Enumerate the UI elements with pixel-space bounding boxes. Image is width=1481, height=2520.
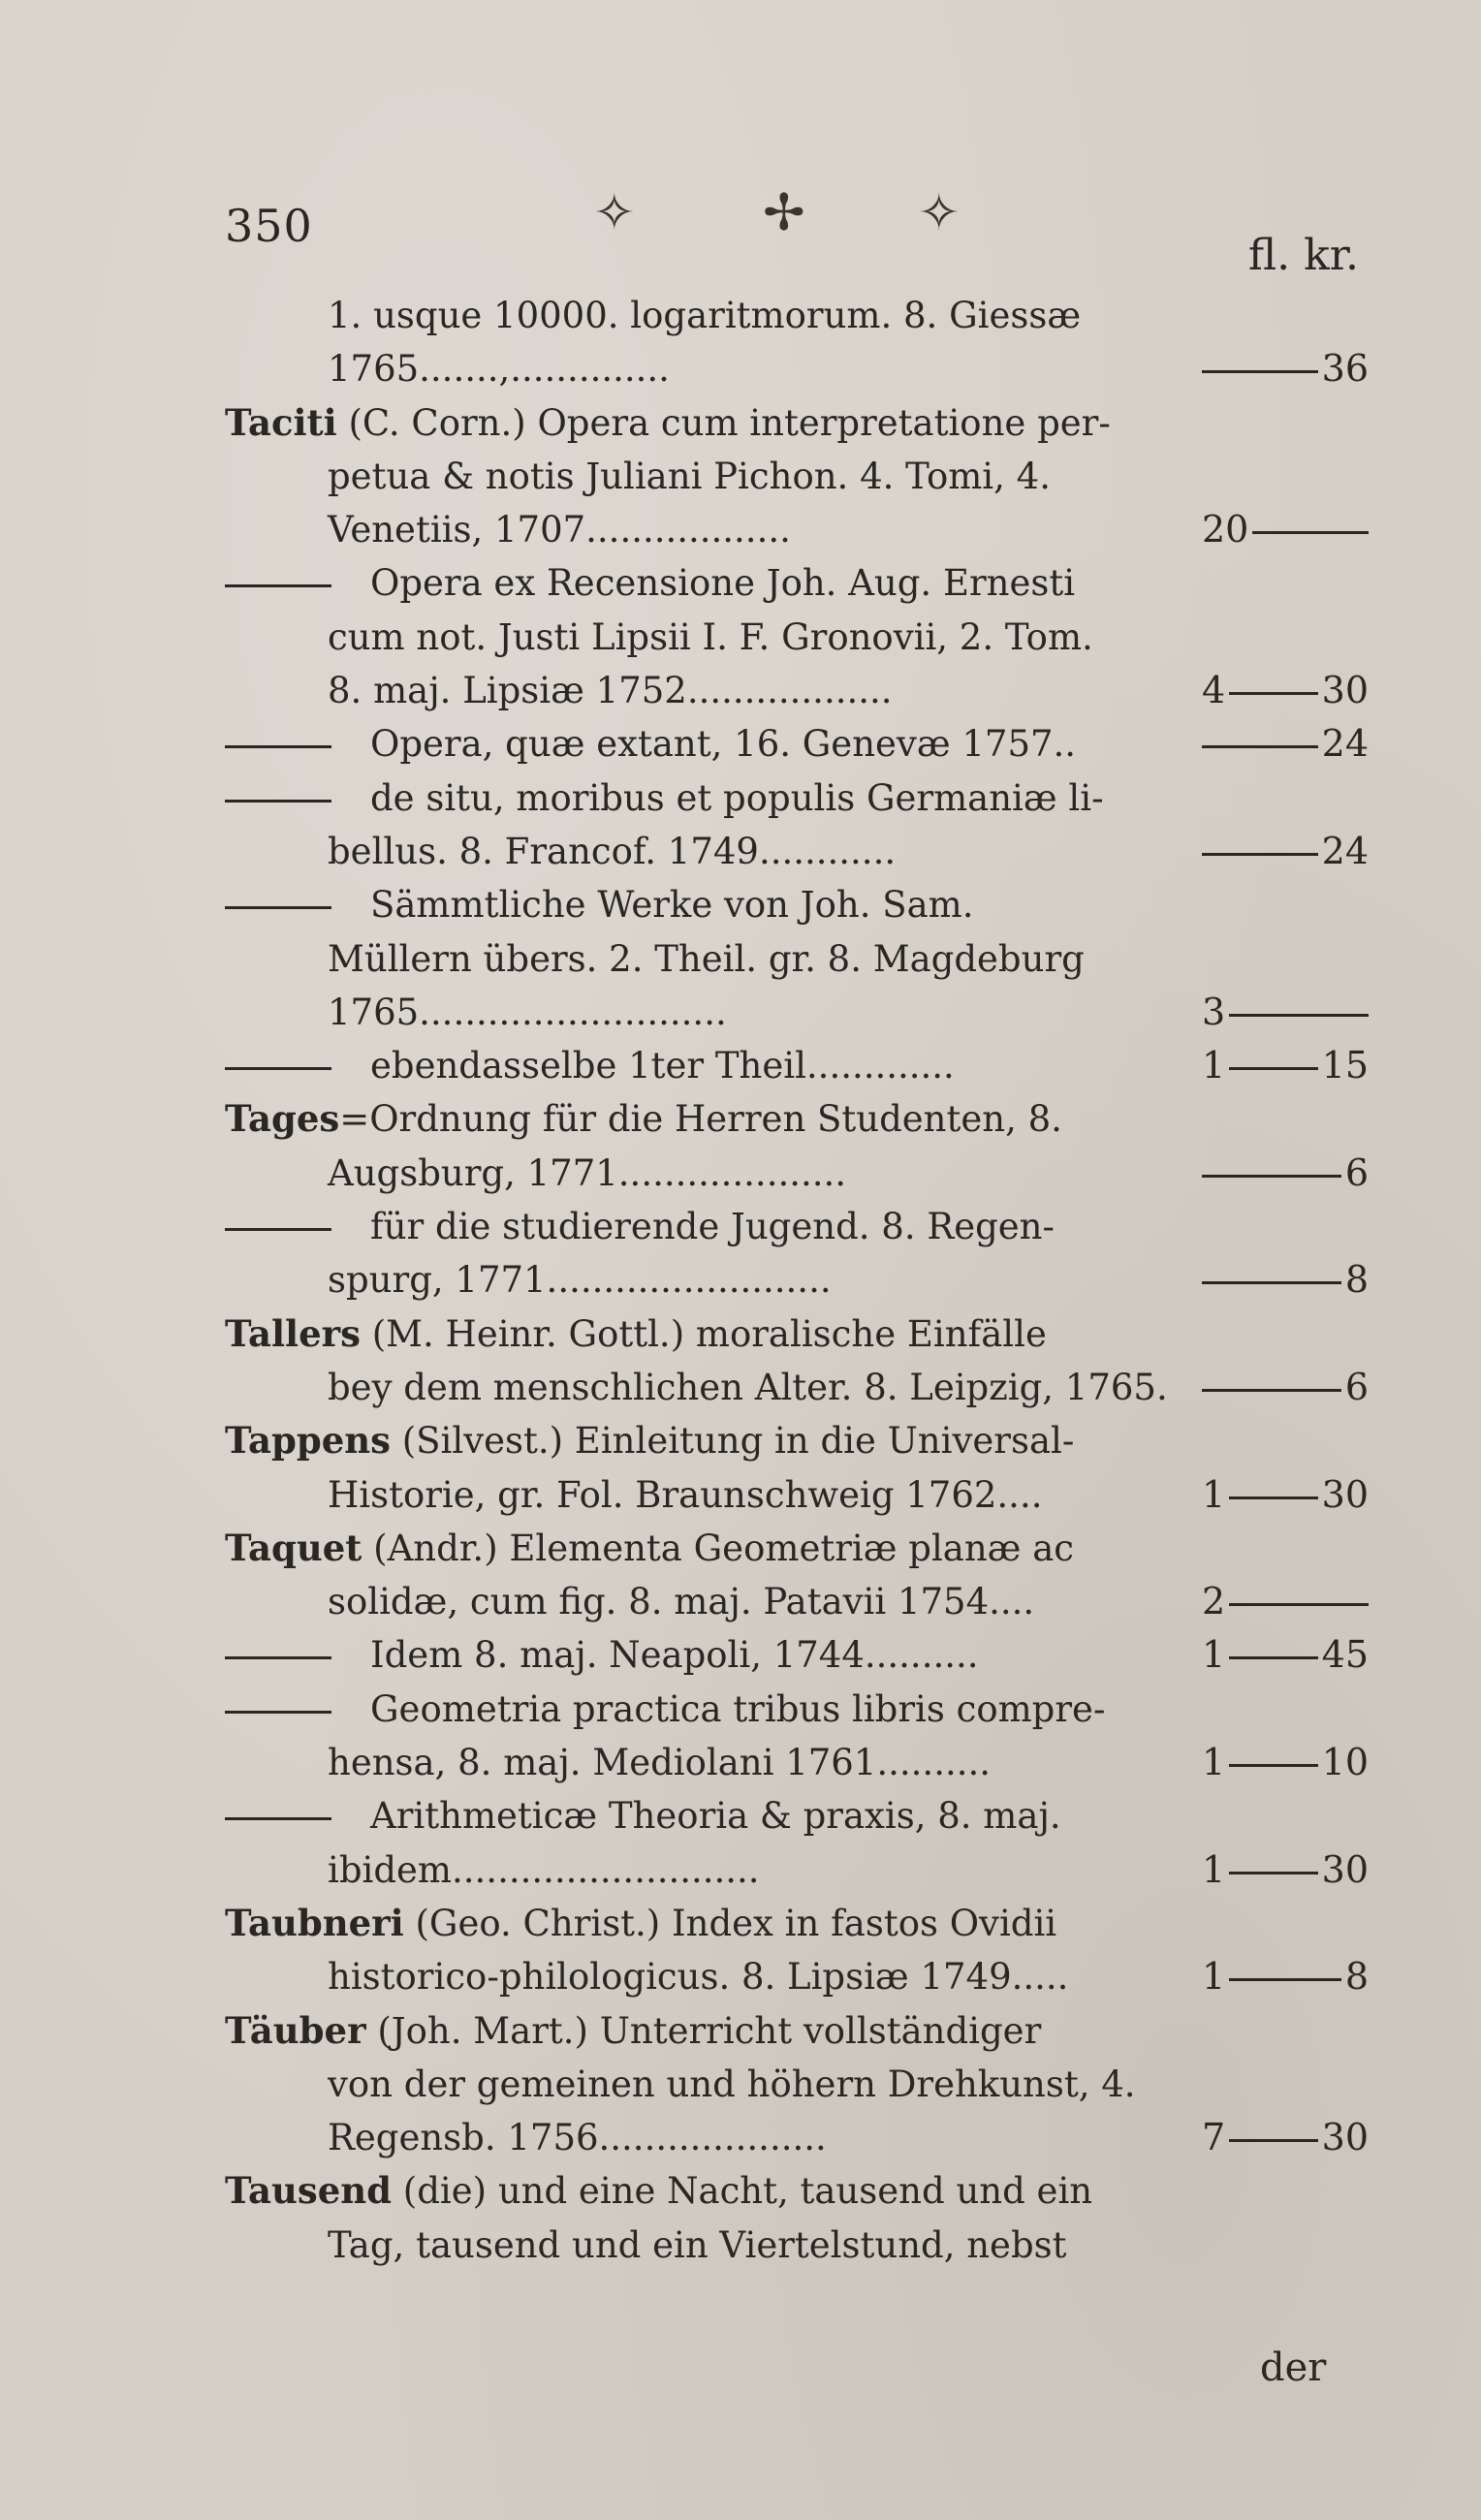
entry-line xyxy=(225,2058,1369,2111)
price-florin: 7 xyxy=(1202,2116,1226,2159)
catalog-entry xyxy=(225,717,1369,771)
price-kreuzer: 6 xyxy=(1344,1365,1369,1408)
entry-line xyxy=(225,556,1369,610)
entry-text: Idem 8. maj. Neapoli, 1744.......... xyxy=(370,1634,979,1677)
price xyxy=(1202,1361,1369,1414)
price-florin: 4 xyxy=(1202,669,1226,712)
entry-line xyxy=(225,450,1369,503)
entry-line xyxy=(225,1522,1369,1575)
price-rule xyxy=(1202,1281,1341,1284)
entry-text xyxy=(225,396,1111,450)
price xyxy=(1202,1950,1369,2003)
price-rule xyxy=(1229,1656,1318,1659)
price xyxy=(1202,342,1369,395)
currency-column-label: fl. kr. xyxy=(1247,231,1359,280)
catalog-entry xyxy=(225,1789,1369,1897)
catalog-entry xyxy=(225,2164,1369,2272)
entry-line xyxy=(225,611,1369,664)
entry-line xyxy=(225,932,1369,986)
entry-text xyxy=(225,1092,1062,1146)
price-kreuzer: 36 xyxy=(1321,347,1369,391)
entry-text: 1765........................... xyxy=(328,991,727,1033)
price-rule xyxy=(1202,745,1318,748)
price-rule xyxy=(1229,1603,1369,1606)
price xyxy=(1202,717,1369,771)
catalog-entry xyxy=(225,772,1369,879)
entry-line xyxy=(225,503,1369,556)
price-rule xyxy=(1229,1872,1318,1874)
entry-text: Tag, tausend und ein Viertelstund, nebst xyxy=(328,2223,1067,2266)
entry-text: 1765.......,.............. xyxy=(328,348,670,391)
entry-text xyxy=(225,2164,1092,2218)
price xyxy=(1202,1468,1369,1522)
entry-author: Taquet xyxy=(225,1526,362,1569)
entry-text xyxy=(225,1897,1056,1950)
entry-line xyxy=(225,1200,1369,1253)
entry-line xyxy=(225,878,1369,931)
entry-text: Venetiis, 1707.................. xyxy=(328,509,791,551)
entry-title: =Ordnung für die Herren Studenten, 8. xyxy=(339,1098,1062,1141)
catalog-entry xyxy=(225,556,1369,717)
entry-line xyxy=(225,1147,1369,1200)
entry-text: ebendasselbe 1ter Theil............. xyxy=(370,1045,955,1087)
catalog-entry xyxy=(225,1628,1369,1682)
catalog-entry xyxy=(225,2004,1369,2165)
entry-line xyxy=(225,1092,1369,1146)
entry-title: (Andr.) Elementa Geometriæ planæ ac xyxy=(362,1527,1074,1569)
page-number: 350 xyxy=(225,200,313,252)
ditto-dash xyxy=(225,800,331,803)
price-kreuzer: 10 xyxy=(1321,1741,1369,1784)
price-rule xyxy=(1202,1389,1341,1392)
ditto-dash xyxy=(225,1711,331,1714)
entry-line xyxy=(225,2111,1369,2164)
price xyxy=(1202,1039,1369,1092)
price-rule xyxy=(1202,1175,1341,1178)
price-kreuzer: 30 xyxy=(1321,669,1369,712)
price-florin: 1 xyxy=(1202,1955,1226,1999)
entry-text: 8. maj. Lipsiæ 1752.................. xyxy=(328,670,893,712)
entry-line xyxy=(225,1789,1369,1843)
price xyxy=(1202,1147,1369,1200)
ditto-dash xyxy=(225,1817,331,1820)
price-rule xyxy=(1229,1496,1318,1499)
price xyxy=(1202,1736,1369,1789)
entry-title: (M. Heinr. Gottl.) moralische Einfälle xyxy=(360,1312,1047,1355)
entry-line xyxy=(225,342,1369,395)
entry-line xyxy=(225,1897,1369,1950)
entry-line xyxy=(225,772,1369,825)
entry-title: (C. Corn.) Opera cum interpretatione per- xyxy=(336,401,1111,444)
entry-text: ibidem........................... xyxy=(328,1848,760,1891)
price xyxy=(1202,1253,1369,1307)
entry-text: Regensb. 1756.................... xyxy=(328,2117,827,2159)
entry-text xyxy=(225,1307,1047,1361)
catchword: der xyxy=(1260,2346,1327,2390)
ornament-icon: ✧ xyxy=(593,184,636,242)
entry-line xyxy=(225,1414,1369,1467)
entry-text: cum not. Justi Lipsii I. F. Gronovii, 2. Tom. xyxy=(328,615,1093,658)
entry-text xyxy=(225,1414,1074,1467)
catalog-entry xyxy=(225,1414,1369,1522)
price-rule xyxy=(1229,692,1318,695)
ditto-dash xyxy=(225,745,331,748)
catalog-entry xyxy=(225,1683,1369,1790)
entry-title: (Geo. Christ.) Index in fastos Ovidii xyxy=(403,1902,1057,1944)
price-rule xyxy=(1229,1014,1369,1017)
entry-text: Arithmeticæ Theoria & praxis, 8. maj. xyxy=(370,1795,1061,1838)
catalog-entry xyxy=(225,396,1369,557)
catalog-entry xyxy=(225,1092,1369,1200)
catalog-entry xyxy=(225,1897,1369,2004)
entry-author: Taubneri xyxy=(225,1901,404,1944)
entry-line xyxy=(225,825,1369,878)
price-kreuzer: 24 xyxy=(1321,829,1369,872)
price-rule xyxy=(1229,1764,1318,1767)
entry-title: (Silvest.) Einleitung in die Universal- xyxy=(390,1420,1075,1463)
price xyxy=(1202,664,1369,717)
ornament-icon: ✧ xyxy=(918,184,961,242)
price-rule xyxy=(1202,853,1318,856)
price-kreuzer: 30 xyxy=(1321,2116,1369,2159)
price-florin: 1 xyxy=(1202,1741,1226,1784)
entry-line xyxy=(225,1628,1369,1682)
entry-line xyxy=(225,1736,1369,1789)
entry-line xyxy=(225,1843,1369,1897)
price xyxy=(1202,825,1369,878)
entry-line xyxy=(225,1253,1369,1307)
ditto-dash xyxy=(225,1656,331,1659)
price-florin: 1 xyxy=(1202,1472,1226,1516)
catalog-entry xyxy=(225,289,1369,396)
ditto-dash xyxy=(225,906,331,909)
price xyxy=(1202,1843,1369,1897)
price-rule xyxy=(1229,2139,1318,2142)
price-florin: 1 xyxy=(1202,1633,1226,1677)
price-florin: 1 xyxy=(1202,1847,1226,1891)
ditto-dash xyxy=(225,1228,331,1231)
entry-text: Opera ex Recensione Joh. Aug. Ernesti xyxy=(370,562,1076,605)
entry-text: historico-philologicus. 8. Lipsiæ 1749..... xyxy=(328,1956,1069,1999)
ditto-dash xyxy=(225,1067,331,1070)
catalog-entry xyxy=(225,1039,1369,1092)
price-kreuzer: 24 xyxy=(1321,722,1369,766)
price-kreuzer: 6 xyxy=(1344,1150,1369,1194)
entry-line xyxy=(225,664,1369,717)
price-kreuzer: 30 xyxy=(1321,1847,1369,1891)
entry-line xyxy=(225,1361,1369,1414)
entry-line xyxy=(225,1950,1369,2003)
entry-line xyxy=(225,289,1369,342)
catalog-entry xyxy=(225,878,1369,1039)
price-rule xyxy=(1202,370,1318,373)
price-florin: 1 xyxy=(1202,1044,1226,1087)
ditto-dash xyxy=(225,584,331,587)
price xyxy=(1202,986,1369,1039)
price-rule xyxy=(1252,531,1369,534)
entry-author: Tallers xyxy=(225,1311,361,1355)
entry-author: Täuber xyxy=(225,2008,366,2052)
entry-author: Tappens xyxy=(225,1419,391,1463)
entry-text: petua & notis Juliani Pichon. 4. Tomi, 4. xyxy=(328,455,1051,497)
entry-line xyxy=(225,396,1369,450)
entry-text: Müllern übers. 2. Theil. gr. 8. Magdeburg xyxy=(328,937,1085,980)
entry-author: Tages xyxy=(225,1097,340,1141)
price-kreuzer: 8 xyxy=(1344,1258,1369,1302)
price xyxy=(1202,1628,1369,1682)
entry-text: von der gemeinen und höhern Drehkunst, 4. xyxy=(328,2063,1136,2105)
entry-line xyxy=(225,1575,1369,1628)
entry-line xyxy=(225,2004,1369,2058)
price xyxy=(1202,2111,1369,2164)
entry-line xyxy=(225,1039,1369,1092)
price-kreuzer: 30 xyxy=(1321,1472,1369,1516)
entry-text: Sämmtliche Werke von Joh. Sam. xyxy=(370,884,974,927)
entry-author: Taciti xyxy=(225,400,337,444)
price-kreuzer: 45 xyxy=(1321,1633,1369,1677)
entry-line xyxy=(225,2219,1369,2272)
entry-text xyxy=(225,2004,1041,2058)
entry-text: Augsburg, 1771.................... xyxy=(328,1151,847,1194)
entry-line xyxy=(225,1307,1369,1361)
entry-line xyxy=(225,2164,1369,2218)
entry-line xyxy=(225,1683,1369,1736)
price-florin: 3 xyxy=(1202,990,1226,1033)
price-kreuzer: 15 xyxy=(1321,1044,1369,1087)
price-rule xyxy=(1229,1067,1318,1070)
catalog-entry xyxy=(225,1307,1369,1415)
price xyxy=(1202,503,1369,556)
entry-text: spurg, 1771......................... xyxy=(328,1259,832,1302)
entry-text: de situ, moribus et populis Germaniæ li- xyxy=(370,776,1104,819)
catalog-entry xyxy=(225,1200,1369,1307)
entry-text: bellus. 8. Francof. 1749............ xyxy=(328,830,897,872)
entry-author: Tausend xyxy=(225,2169,393,2213)
entry-line xyxy=(225,1468,1369,1522)
page-header xyxy=(225,184,1369,280)
entry-text: Opera, quæ extant, 16. Genevæ 1757.. xyxy=(370,723,1077,766)
price-florin: 20 xyxy=(1202,508,1249,551)
catalog-entries xyxy=(225,289,1369,2272)
catalog-entry xyxy=(225,1522,1369,1629)
price-rule xyxy=(1229,1978,1341,1981)
entry-text: Geometria practica tribus libris compre- xyxy=(370,1687,1106,1730)
price-kreuzer: 8 xyxy=(1344,1955,1369,1999)
entry-line xyxy=(225,717,1369,771)
entry-text xyxy=(225,1522,1074,1575)
entry-text: Historie, gr. Fol. Braunschweig 1762.... xyxy=(328,1473,1043,1516)
price xyxy=(1202,1575,1369,1628)
entry-title: (die) und eine Nacht, tausend und ein xyxy=(392,2170,1093,2213)
price-florin: 2 xyxy=(1202,1580,1226,1623)
entry-text: hensa, 8. maj. Mediolani 1761.......... xyxy=(328,1742,991,1784)
entry-text: solidæ, cum fig. 8. maj. Patavii 1754.... xyxy=(328,1581,1035,1623)
entry-text: bey dem menschlichen Alter. 8. Leipzig, 1765. xyxy=(328,1366,1168,1408)
entry-text: für die studierende Jugend. 8. Regen- xyxy=(370,1206,1056,1248)
entry-title: (Joh. Mart.) Unterricht vollständiger xyxy=(365,2009,1042,2052)
entry-line xyxy=(225,986,1369,1039)
entry-text: 1. usque 10000. logaritmorum. 8. Giessæ xyxy=(328,295,1082,336)
ornament-icon: ✢ xyxy=(763,184,805,242)
